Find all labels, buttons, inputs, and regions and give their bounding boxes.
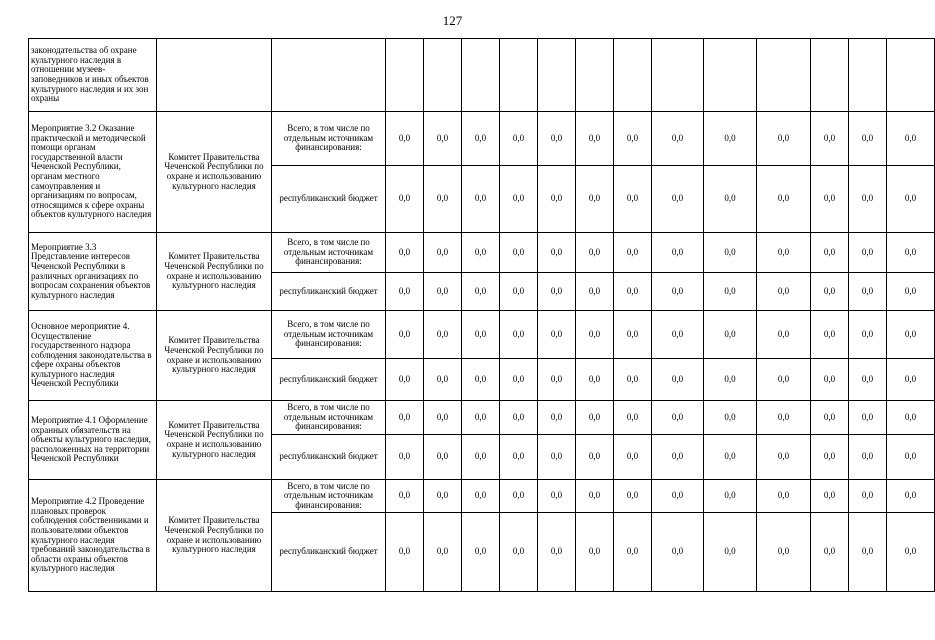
value-cell: 0,0 <box>614 401 652 435</box>
value-cell: 0,0 <box>462 480 500 513</box>
value-cell: 0,0 <box>538 480 576 513</box>
funding-source-cell: Всего, в том числе по отдельным источникам финансирования: <box>272 401 386 435</box>
value-cell: 0,0 <box>849 273 887 311</box>
value-cell <box>386 39 424 112</box>
value-cell <box>538 39 576 112</box>
funding-source-cell: Всего, в том числе по отдельным источникам финансирования: <box>272 311 386 359</box>
value-cell: 0,0 <box>757 273 811 311</box>
table-row <box>29 39 935 112</box>
measure-cell: Мероприятие 4.1 Оформление охранных обязательств на объекты культурного наследия, расположенных на территории Чеченской Республики <box>29 401 157 480</box>
value-cell: 0,0 <box>849 166 887 233</box>
value-cell <box>462 39 500 112</box>
page-number: 127 <box>442 13 463 28</box>
value-cell: 0,0 <box>887 311 935 359</box>
table-body <box>29 39 935 592</box>
value-cell: 0,0 <box>811 359 849 401</box>
value-cell: 0,0 <box>704 513 757 592</box>
value-cell: 0,0 <box>424 166 462 233</box>
value-cell: 0,0 <box>704 359 757 401</box>
value-cell <box>424 39 462 112</box>
value-cell: 0,0 <box>462 513 500 592</box>
table-row <box>29 112 935 166</box>
measure-cell: Основное мероприятие 4. Осуществление государственного надзора соблюдения законодательства в сфере охраны объектов культурного наследия Чеченской Республики <box>29 311 157 401</box>
value-cell: 0,0 <box>500 480 538 513</box>
value-cell: 0,0 <box>887 273 935 311</box>
value-cell: 0,0 <box>704 166 757 233</box>
value-cell: 0,0 <box>462 233 500 273</box>
value-cell: 0,0 <box>757 166 811 233</box>
value-cell: 0,0 <box>887 233 935 273</box>
value-cell: 0,0 <box>538 233 576 273</box>
value-cell: 0,0 <box>576 112 614 166</box>
value-cell <box>652 39 704 112</box>
value-cell <box>757 39 811 112</box>
value-cell: 0,0 <box>887 112 935 166</box>
value-cell: 0,0 <box>386 401 424 435</box>
value-cell: 0,0 <box>614 311 652 359</box>
value-cell: 0,0 <box>576 273 614 311</box>
value-cell: 0,0 <box>704 435 757 480</box>
value-cell: 0,0 <box>704 233 757 273</box>
value-cell: 0,0 <box>500 273 538 311</box>
funding-source-cell: республиканский бюджет <box>272 359 386 401</box>
value-cell: 0,0 <box>500 112 538 166</box>
value-cell: 0,0 <box>424 480 462 513</box>
value-cell: 0,0 <box>500 435 538 480</box>
value-cell: 0,0 <box>424 311 462 359</box>
value-cell: 0,0 <box>614 435 652 480</box>
value-cell: 0,0 <box>614 233 652 273</box>
value-cell: 0,0 <box>576 480 614 513</box>
value-cell: 0,0 <box>811 513 849 592</box>
value-cell: 0,0 <box>757 401 811 435</box>
value-cell: 0,0 <box>849 233 887 273</box>
value-cell: 0,0 <box>614 273 652 311</box>
value-cell: 0,0 <box>811 435 849 480</box>
value-cell: 0,0 <box>386 435 424 480</box>
value-cell: 0,0 <box>576 513 614 592</box>
value-cell: 0,0 <box>704 273 757 311</box>
value-cell: 0,0 <box>424 401 462 435</box>
value-cell: 0,0 <box>849 480 887 513</box>
value-cell: 0,0 <box>849 112 887 166</box>
value-cell: 0,0 <box>576 435 614 480</box>
table-row <box>29 401 935 435</box>
value-cell: 0,0 <box>652 311 704 359</box>
executor-cell: Комитет Правительства Чеченской Республики по охране и использованию культурного наследия <box>157 112 272 233</box>
value-cell: 0,0 <box>757 480 811 513</box>
value-cell: 0,0 <box>652 513 704 592</box>
value-cell: 0,0 <box>849 401 887 435</box>
value-cell: 0,0 <box>849 311 887 359</box>
funding-source-cell: республиканский бюджет <box>272 166 386 233</box>
value-cell <box>576 39 614 112</box>
budget-table <box>28 38 935 592</box>
value-cell: 0,0 <box>386 480 424 513</box>
value-cell: 0,0 <box>462 112 500 166</box>
value-cell: 0,0 <box>652 233 704 273</box>
value-cell: 0,0 <box>424 435 462 480</box>
value-cell: 0,0 <box>811 480 849 513</box>
value-cell: 0,0 <box>386 112 424 166</box>
value-cell: 0,0 <box>538 166 576 233</box>
value-cell: 0,0 <box>538 513 576 592</box>
value-cell <box>704 39 757 112</box>
value-cell: 0,0 <box>887 401 935 435</box>
measure-cell: Мероприятие 3.3 Представление интересов Чеченской Республики в различных организациях по вопросам сохранения объектов культурного наследия <box>29 233 157 311</box>
value-cell <box>887 39 935 112</box>
value-cell: 0,0 <box>757 233 811 273</box>
value-cell: 0,0 <box>757 435 811 480</box>
executor-cell: Комитет Правительства Чеченской Республики по охране и использованию культурного наследия <box>157 480 272 592</box>
measure-cell: Мероприятие 3.2 Оказание практической и методической помощи органам государственной власти Чеченской Республики, органам местного самоуправления и организациям по вопросам, относящимся к сфере охраны объектов культурного наследия <box>29 112 157 233</box>
value-cell: 0,0 <box>887 480 935 513</box>
value-cell: 0,0 <box>462 273 500 311</box>
value-cell: 0,0 <box>424 359 462 401</box>
value-cell: 0,0 <box>652 112 704 166</box>
value-cell: 0,0 <box>538 435 576 480</box>
value-cell: 0,0 <box>576 166 614 233</box>
value-cell: 0,0 <box>849 513 887 592</box>
value-cell: 0,0 <box>887 435 935 480</box>
value-cell: 0,0 <box>704 480 757 513</box>
value-cell: 0,0 <box>386 359 424 401</box>
value-cell <box>500 39 538 112</box>
measure-cell: законодательства об охране культурного наследия в отношении музеев-заповедников и иных объектов культурного наследия и их зон охраны <box>29 39 157 112</box>
value-cell: 0,0 <box>462 311 500 359</box>
value-cell: 0,0 <box>576 401 614 435</box>
value-cell: 0,0 <box>424 513 462 592</box>
value-cell: 0,0 <box>386 233 424 273</box>
executor-cell: Комитет Правительства Чеченской Республики по охране и использованию культурного наследия <box>157 311 272 401</box>
value-cell: 0,0 <box>424 112 462 166</box>
value-cell: 0,0 <box>462 401 500 435</box>
value-cell: 0,0 <box>652 480 704 513</box>
funding-source-cell: республиканский бюджет <box>272 435 386 480</box>
funding-source-cell: республиканский бюджет <box>272 513 386 592</box>
value-cell: 0,0 <box>576 233 614 273</box>
value-cell: 0,0 <box>500 233 538 273</box>
value-cell: 0,0 <box>704 311 757 359</box>
value-cell: 0,0 <box>386 311 424 359</box>
value-cell: 0,0 <box>811 273 849 311</box>
value-cell: 0,0 <box>462 359 500 401</box>
value-cell: 0,0 <box>887 513 935 592</box>
value-cell: 0,0 <box>386 513 424 592</box>
value-cell: 0,0 <box>500 166 538 233</box>
value-cell: 0,0 <box>849 435 887 480</box>
table-row <box>29 311 935 359</box>
value-cell: 0,0 <box>538 112 576 166</box>
value-cell: 0,0 <box>614 513 652 592</box>
value-cell: 0,0 <box>811 311 849 359</box>
value-cell: 0,0 <box>652 166 704 233</box>
value-cell: 0,0 <box>538 401 576 435</box>
value-cell: 0,0 <box>424 273 462 311</box>
value-cell: 0,0 <box>887 166 935 233</box>
funding-source-cell: Всего, в том числе по отдельным источникам финансирования: <box>272 480 386 513</box>
value-cell: 0,0 <box>811 112 849 166</box>
value-cell: 0,0 <box>386 166 424 233</box>
value-cell <box>614 39 652 112</box>
funding-source-cell: республиканский бюджет <box>272 273 386 311</box>
table-row <box>29 233 935 273</box>
value-cell <box>811 39 849 112</box>
value-cell: 0,0 <box>652 401 704 435</box>
value-cell: 0,0 <box>424 233 462 273</box>
value-cell: 0,0 <box>811 233 849 273</box>
value-cell: 0,0 <box>576 359 614 401</box>
value-cell: 0,0 <box>757 112 811 166</box>
value-cell: 0,0 <box>652 359 704 401</box>
value-cell: 0,0 <box>757 311 811 359</box>
value-cell: 0,0 <box>538 359 576 401</box>
value-cell <box>849 39 887 112</box>
value-cell: 0,0 <box>704 401 757 435</box>
value-cell: 0,0 <box>386 273 424 311</box>
value-cell: 0,0 <box>757 359 811 401</box>
measure-cell: Мероприятие 4.2 Проведение плановых проверок соблюдения собственниками и пользователями объектов культурного наследия требований законодательства в области охраны объектов культурного наследия <box>29 480 157 592</box>
value-cell: 0,0 <box>614 359 652 401</box>
value-cell: 0,0 <box>849 359 887 401</box>
value-cell: 0,0 <box>757 513 811 592</box>
value-cell: 0,0 <box>500 359 538 401</box>
funding-source-cell <box>272 39 386 112</box>
funding-source-cell: Всего, в том числе по отдельным источникам финансирования: <box>272 112 386 166</box>
executor-cell <box>157 39 272 112</box>
value-cell: 0,0 <box>500 401 538 435</box>
executor-cell: Комитет Правительства Чеченской Республики по охране и использованию культурного наследия <box>157 401 272 480</box>
value-cell: 0,0 <box>704 112 757 166</box>
value-cell: 0,0 <box>614 112 652 166</box>
value-cell: 0,0 <box>652 273 704 311</box>
value-cell: 0,0 <box>538 273 576 311</box>
value-cell: 0,0 <box>652 435 704 480</box>
value-cell: 0,0 <box>500 513 538 592</box>
value-cell: 0,0 <box>614 480 652 513</box>
value-cell: 0,0 <box>811 401 849 435</box>
table-row <box>29 480 935 513</box>
value-cell: 0,0 <box>576 311 614 359</box>
value-cell: 0,0 <box>500 311 538 359</box>
value-cell: 0,0 <box>462 166 500 233</box>
value-cell: 0,0 <box>811 166 849 233</box>
value-cell: 0,0 <box>614 166 652 233</box>
executor-cell: Комитет Правительства Чеченской Республики по охране и использованию культурного наследия <box>157 233 272 311</box>
value-cell: 0,0 <box>462 435 500 480</box>
value-cell: 0,0 <box>538 311 576 359</box>
value-cell: 0,0 <box>887 359 935 401</box>
funding-source-cell: Всего, в том числе по отдельным источникам финансирования: <box>272 233 386 273</box>
